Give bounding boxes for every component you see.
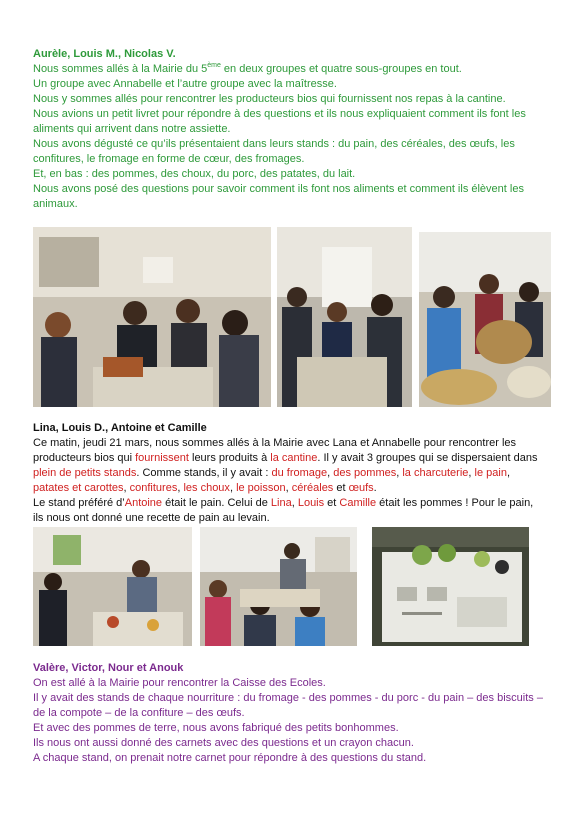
paragraph-line: Nous y sommes allés pour rencontrer les producteurs bios qui fournissent nos repas à la cantine. xyxy=(33,93,506,105)
text-span: . Il y avait 3 groupes qui se dispersaient dans xyxy=(317,452,538,464)
highlight-text: la cantine xyxy=(270,452,318,464)
separator: , xyxy=(229,482,237,494)
text-span: Ce matin, jeudi 21 mars, nous sommes allés à la Mairie avec Lana et Annabelle pour rencontrer les producteurs bios qui xyxy=(33,437,517,464)
child-name: Lina xyxy=(270,497,292,509)
text-span: en deux groupes et quatre sous-groupes en tout. xyxy=(220,63,462,75)
paragraph-line: Nous avons dégusté ce qu’ils présentaient dans leurs stands : du pain, des céréales, des œufs, les confitures, le fromage en forme de cœur, des fromages. xyxy=(33,138,515,165)
separator: . xyxy=(373,482,377,494)
stand-item: des pommes xyxy=(333,467,397,479)
paragraph xyxy=(33,496,543,526)
separator: et xyxy=(333,482,349,494)
section-1 xyxy=(33,47,543,212)
photo-vegetables-display xyxy=(372,527,529,646)
section-2 xyxy=(33,421,543,526)
photo-children-at-stand xyxy=(33,227,271,407)
separator: , xyxy=(291,497,298,509)
separator: et xyxy=(324,497,340,509)
stand-item: céréales xyxy=(291,482,334,494)
separator: , xyxy=(123,482,130,494)
stand-item: les choux xyxy=(183,482,230,494)
stand-item: œufs xyxy=(348,482,374,494)
authors-1: Aurèle, Louis M., Nicolas V. xyxy=(33,48,176,60)
section-3 xyxy=(33,661,543,766)
paragraph-line: Ils nous ont aussi donné des carnets avec des questions et un crayon chacun. xyxy=(33,737,414,749)
text-span: était les pommes ! Pour le pain, ils nous ont donné une recette de pain au levain. xyxy=(33,497,534,524)
stand-item: la charcuterie xyxy=(402,467,469,479)
paragraph-line: Un groupe avec Annabelle et l’autre groupe avec la maîtresse. xyxy=(33,78,337,90)
paragraph-line: Il y avait des stands de chaque nourriture : du fromage - des pommes - du porc - du pain – des biscuits – de la compote – de la confiture – des œufs. xyxy=(33,692,543,719)
authors-2: Lina, Louis D., Antoine et Camille xyxy=(33,422,207,434)
stand-item: patates et carottes xyxy=(33,482,124,494)
stand-item: le poisson xyxy=(236,482,286,494)
paragraph xyxy=(33,436,543,496)
paragraph-line: Et, en bas : des pommes, des choux, du porc, des patates, du lait. xyxy=(33,168,356,180)
text-span: leurs produits à xyxy=(188,452,271,464)
paragraph-line: On est allé à la Mairie pour rencontrer la Caisse des Ecoles. xyxy=(33,677,326,689)
photo-children-tasting xyxy=(200,527,357,646)
separator: , xyxy=(468,467,475,479)
superscript: ème xyxy=(207,62,221,69)
authors-3: Valère, Victor, Nour et Anouk xyxy=(33,662,184,674)
highlight-text: plein de petits stands xyxy=(33,467,137,479)
paragraph-line: A chaque stand, on prenait notre carnet pour répondre à des questions du stand. xyxy=(33,752,427,764)
separator: , xyxy=(327,467,334,479)
highlight-text: fournissent xyxy=(135,452,189,464)
paragraph-line: Et avec des pommes de terre, nous avons fabriqué des petits bonhommes. xyxy=(33,722,399,734)
separator: , xyxy=(506,467,511,479)
paragraph-line: Nous avons posé des questions pour savoir comment ils font nos aliments et comment ils élèvent les animaux. xyxy=(33,183,524,210)
separator: , xyxy=(285,482,292,494)
child-name: Camille xyxy=(339,497,377,509)
stand-item: le pain xyxy=(474,467,507,479)
text-span: Le stand préféré d’ xyxy=(33,497,125,509)
stand-item: du fromage xyxy=(271,467,328,479)
photo-stand-with-poster xyxy=(277,227,412,407)
child-name: Louis xyxy=(297,497,325,509)
stand-item: confitures xyxy=(129,482,178,494)
text-span: . Comme stands, il y avait : xyxy=(136,467,272,479)
separator: , xyxy=(396,467,403,479)
paragraph-line: Nous avions un petit livret pour répondre à des questions et ils nous expliquaient comment ils font les aliments qui arrivent dans notre assiette. xyxy=(33,108,526,135)
text-span: Nous sommes allés à la Mairie du 5 xyxy=(33,63,208,75)
child-name: Antoine xyxy=(124,497,163,509)
separator: , xyxy=(177,482,184,494)
photo-baskets-of-grain xyxy=(419,232,551,407)
paragraph-line xyxy=(33,62,543,77)
photo-producer-demonstration xyxy=(33,527,192,646)
text-span: était le pain. Celui de xyxy=(162,497,271,509)
